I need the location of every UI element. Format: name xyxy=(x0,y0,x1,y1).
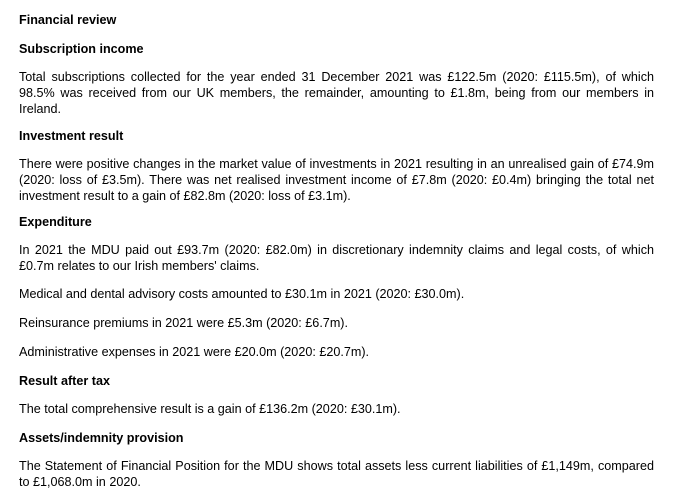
expenditure-paragraph-advisory: Medical and dental advisory costs amounted to £30.1m in 2021 (2020: £30.0m). xyxy=(19,287,465,301)
subscription-paragraph: Total subscriptions collected for the year ended 31 December 2021 was £122.5m (2020: £115.5m), of which 98.5% was received from our UK members, the remainder, amounting to £1.8m, being from our members in Ireland. xyxy=(19,70,654,116)
expenditure-paragraph-claims: In 2021 the MDU paid out £93.7m (2020: £82.0m) in discretionary indemnity claims and legal costs, of which £0.7m relates to our Irish members' claims. xyxy=(19,243,654,273)
subscription-heading: Subscription income xyxy=(19,42,144,56)
result-after-tax-heading: Result after tax xyxy=(19,374,110,388)
assets-paragraph: The Statement of Financial Position for the MDU shows total assets less current liabilities of £1,149m, compared to £1,068.0m in 2020. xyxy=(19,459,654,489)
assets-heading: Assets/indemnity provision xyxy=(19,431,184,445)
expenditure-heading: Expenditure xyxy=(19,215,92,229)
expenditure-paragraph-reinsurance: Reinsurance premiums in 2021 were £5.3m (2020: £6.7m). xyxy=(19,316,348,330)
page-title: Financial review xyxy=(19,13,117,27)
investment-heading: Investment result xyxy=(19,129,124,143)
investment-paragraph: There were positive changes in the market value of investments in 2021 resulting in an unrealised gain of £74.9m (2020: loss of £3.5m). There was net realised investment income of £7.8m (2020: £0.4m) bringing the total net investment result to a gain of £82.8m (2020: loss of £3.1m). xyxy=(19,157,654,203)
result-after-tax-paragraph: The total comprehensive result is a gain of £136.2m (2020: £30.1m). xyxy=(19,402,401,416)
expenditure-paragraph-administrative: Administrative expenses in 2021 were £20.0m (2020: £20.7m). xyxy=(19,345,370,359)
